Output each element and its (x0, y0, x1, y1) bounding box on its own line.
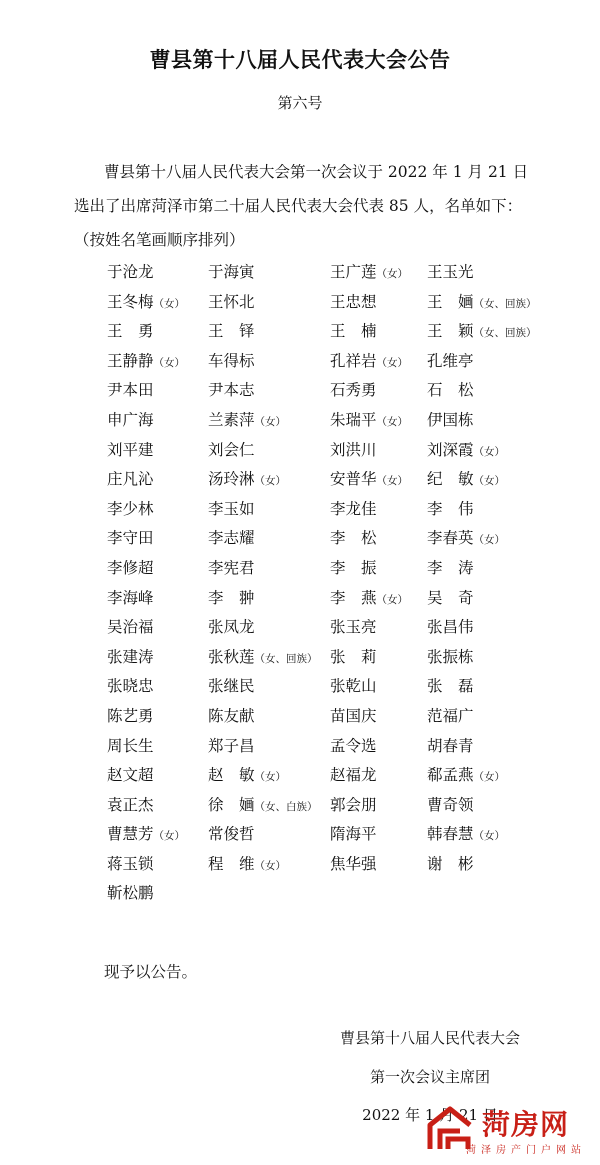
delegate-note: （女、回族） (473, 327, 537, 340)
delegate-name-text: 李 翀 (208, 588, 255, 607)
delegate-name-text: 蒋玉锁 (107, 854, 154, 873)
delegate-name (208, 734, 255, 756)
delegate-name-text: 汤玲淋 (208, 470, 255, 489)
delegate-name (107, 497, 154, 519)
delegate-name (427, 438, 505, 460)
delegate-note: （女） (376, 356, 409, 369)
delegate-name-text: 刘会仁 (208, 440, 255, 459)
delegate-name (330, 822, 377, 844)
delegate-name-text: 郗孟燕 (427, 766, 474, 785)
delegate-name-text: 李春英 (427, 529, 474, 548)
delegate-name-text: 王玉光 (427, 263, 474, 281)
name-row (100, 822, 580, 852)
delegate-name (330, 852, 377, 874)
delegate-name-text: 李海峰 (107, 588, 154, 607)
delegate-name (330, 793, 377, 815)
delegate-name-text: 陈友献 (208, 706, 255, 725)
closing-text: 现予以公告。 (104, 963, 198, 981)
delegate-name-text: 李 燕 (330, 588, 377, 607)
delegate-name (427, 852, 474, 874)
delegate-name (107, 556, 154, 578)
delegate-name (427, 822, 505, 844)
name-row (100, 467, 580, 497)
delegate-name (330, 319, 377, 341)
delegate-name-text: 庄凡沁 (107, 470, 154, 489)
delegate-name-text: 谢 彬 (427, 854, 474, 873)
delegate-note: （女） (473, 445, 506, 458)
delegate-name-text: 李玉如 (208, 499, 255, 518)
delegate-name (330, 260, 408, 282)
delegate-name (330, 467, 408, 489)
delegate-name (208, 586, 255, 608)
delegate-name (427, 319, 537, 341)
delegate-name-text: 石秀勇 (330, 381, 377, 400)
delegate-name-list (100, 260, 580, 911)
delegate-note: （女） (473, 830, 506, 843)
name-row (100, 793, 580, 823)
delegate-name (330, 704, 377, 726)
name-row (100, 438, 580, 468)
site-watermark (424, 1103, 592, 1159)
delegate-name (427, 615, 474, 637)
delegate-name (107, 586, 154, 608)
delegate-note: （女） (376, 415, 409, 428)
delegate-note: （女、回族） (473, 297, 537, 310)
delegate-note: （女） (473, 534, 506, 547)
delegate-name-text: 郭会朋 (330, 795, 377, 814)
intro-line-2: 选出了出席菏泽市第二十届人民代表大会代表 85 人，名单如下： (74, 197, 523, 215)
delegate-name (208, 645, 318, 667)
delegate-name (208, 349, 255, 371)
delegate-name-text: 于沧龙 (107, 263, 154, 281)
delegate-name-text: 刘洪川 (330, 440, 377, 459)
delegate-name (427, 645, 474, 667)
delegate-note: （女） (473, 771, 506, 784)
delegate-note: （女） (153, 356, 186, 369)
delegate-name-text: 焦华强 (330, 854, 377, 873)
delegate-name (427, 526, 505, 548)
delegate-name-text: 王广莲 (330, 263, 377, 281)
delegate-name-text: 安普华 (330, 470, 377, 489)
delegate-name-text: 李 涛 (427, 558, 474, 577)
delegate-name (107, 378, 154, 400)
delegate-name (208, 438, 255, 460)
delegate-name-text: 孟令选 (330, 736, 377, 755)
delegate-name (107, 290, 185, 312)
delegate-name (427, 290, 537, 312)
delegate-name-text: 赵福龙 (330, 766, 377, 785)
delegate-name (427, 734, 474, 756)
delegate-name-text: 刘深霞 (427, 440, 474, 459)
delegate-name (330, 438, 377, 460)
delegate-name-text: 朱瑞平 (330, 410, 377, 429)
delegate-name (208, 290, 255, 312)
delegate-name-text: 张玉亮 (330, 618, 377, 637)
delegate-name (208, 497, 255, 519)
delegate-name-text: 李 振 (330, 558, 377, 577)
delegate-name (208, 704, 255, 726)
notice-title: 曹县第十八届人民代表大会公告 (149, 48, 451, 72)
name-row (100, 556, 580, 586)
delegate-name-text: 于海寅 (208, 263, 255, 281)
delegate-note: （女） (376, 475, 409, 488)
delegate-name (427, 704, 474, 726)
delegate-name (208, 674, 255, 696)
delegate-name-text: 张乾山 (330, 677, 377, 696)
delegate-name-text: 韩春慧 (427, 825, 474, 844)
delegate-name (427, 497, 474, 519)
delegate-name (107, 349, 185, 371)
delegate-name-text: 王 铎 (208, 322, 255, 341)
name-row (100, 615, 580, 645)
delegate-name (330, 556, 377, 578)
delegate-name-text: 孔祥岩 (330, 351, 377, 370)
delegate-name (330, 349, 408, 371)
delegate-name-text: 曹慧芳 (107, 825, 154, 844)
delegate-name (208, 408, 286, 430)
delegate-name-text: 郑子昌 (208, 736, 255, 755)
name-row (100, 881, 580, 911)
delegate-name-text: 范福广 (427, 706, 474, 725)
delegate-name-text: 尹本田 (107, 381, 154, 400)
signature-date: 2022 年 1 月 21 日 (362, 1106, 498, 1124)
delegate-note: （女） (254, 475, 287, 488)
delegate-name (107, 674, 154, 696)
name-row (100, 704, 580, 734)
delegate-name (330, 734, 377, 756)
delegate-name-text: 王 楠 (330, 322, 377, 341)
delegate-name-text: 张继民 (208, 677, 255, 696)
delegate-name-text: 张晓忠 (107, 677, 154, 696)
delegate-name (208, 763, 286, 785)
delegate-name-text: 王忠想 (330, 292, 377, 311)
name-row (100, 260, 580, 290)
name-row (100, 586, 580, 616)
delegate-name-text: 张 磊 (427, 677, 474, 696)
delegate-name (208, 378, 255, 400)
name-row (100, 319, 580, 349)
delegate-name-text: 隋海平 (330, 825, 377, 844)
delegate-name-text: 周长生 (107, 736, 154, 755)
delegate-name-text: 苗国庆 (330, 706, 377, 725)
delegate-name (427, 793, 474, 815)
delegate-name-text: 王 颖 (427, 322, 474, 341)
delegate-name-text: 程 维 (208, 854, 255, 873)
delegate-name (330, 378, 377, 400)
delegate-name (107, 704, 154, 726)
delegate-name (107, 615, 154, 637)
delegate-name (427, 260, 474, 282)
name-row (100, 408, 580, 438)
delegate-note: （女） (153, 297, 186, 310)
name-row (100, 349, 580, 379)
delegate-name (330, 497, 377, 519)
delegate-name-text: 张凤龙 (208, 618, 255, 637)
delegate-name-text: 曹奇领 (427, 795, 474, 814)
delegate-name (107, 793, 154, 815)
delegate-note: （女） (376, 593, 409, 606)
delegate-name (208, 556, 255, 578)
name-row (100, 763, 580, 793)
signature-presidium: 第一次会议主席团 (369, 1068, 490, 1086)
name-row (100, 645, 580, 675)
delegate-name (208, 852, 286, 874)
delegate-name-text: 尹本志 (208, 381, 255, 400)
delegate-name (427, 586, 474, 608)
delegate-name (330, 526, 377, 548)
delegate-name-text: 王 婳 (427, 292, 474, 311)
delegate-name (107, 763, 154, 785)
order-note: （按姓名笔画顺序排列） (74, 231, 245, 249)
delegate-name (208, 260, 255, 282)
delegate-name (208, 467, 286, 489)
delegate-name (107, 526, 154, 548)
delegate-name-text: 李志耀 (208, 529, 255, 548)
delegate-name (208, 793, 318, 815)
name-row (100, 674, 580, 704)
delegate-name-text: 王冬梅 (107, 292, 154, 311)
delegate-name-text: 李宪君 (208, 558, 255, 577)
intro-line-1: 曹县第十八届人民代表大会第一次会议于 2022 年 1 月 21 日 (104, 163, 529, 181)
delegate-name-text: 袁正杰 (107, 795, 154, 814)
delegate-name (330, 763, 377, 785)
delegate-note: （女） (254, 771, 287, 784)
delegate-name-text: 李修超 (107, 558, 154, 577)
delegate-name (427, 467, 505, 489)
signature-org: 曹县第十八届人民代表大会 (339, 1029, 520, 1047)
delegate-name (107, 319, 154, 341)
delegate-note: （女） (254, 415, 287, 428)
notice-number: 第六号 (277, 94, 323, 112)
delegate-name (330, 615, 377, 637)
delegate-name-text: 兰素萍 (208, 410, 255, 429)
delegate-name (107, 822, 185, 844)
delegate-name (427, 349, 474, 371)
delegate-name (427, 763, 505, 785)
delegate-name (427, 408, 474, 430)
delegate-name (208, 526, 255, 548)
delegate-name-text: 王怀北 (208, 292, 255, 311)
delegate-name (427, 378, 474, 400)
delegate-name-text: 张 莉 (330, 647, 377, 666)
delegate-name (330, 674, 377, 696)
delegate-name-text: 王静静 (107, 351, 154, 370)
delegate-name (208, 615, 255, 637)
delegate-name-text: 靳松鹏 (107, 884, 154, 903)
delegate-name-text: 孔维亭 (427, 351, 474, 370)
watermark-name: 菏房网 (482, 1108, 570, 1141)
delegate-name-text: 伊国栋 (427, 410, 474, 429)
delegate-name-text: 王 勇 (107, 322, 154, 341)
name-row (100, 497, 580, 527)
delegate-name-text: 徐 婳 (208, 795, 255, 814)
delegate-name (107, 260, 154, 282)
delegate-name (427, 556, 474, 578)
delegate-name-text: 李龙佳 (330, 499, 377, 518)
delegate-name-text: 常俊哲 (208, 825, 255, 844)
delegate-name-text: 胡春青 (427, 736, 474, 755)
delegate-name-text: 张昌伟 (427, 618, 474, 637)
name-row (100, 526, 580, 556)
delegate-name-text: 张建涛 (107, 647, 154, 666)
delegate-name (107, 467, 154, 489)
delegate-name (107, 645, 154, 667)
delegate-note: （女、回族） (254, 652, 318, 665)
delegate-name (107, 852, 154, 874)
delegate-note: （女） (473, 475, 506, 488)
delegate-name-text: 吴 奇 (427, 588, 474, 607)
delegate-name (107, 408, 154, 430)
delegate-name (107, 438, 154, 460)
delegate-name-text: 张秋莲 (208, 647, 255, 666)
delegate-name (330, 645, 377, 667)
watermark-subtitle: 菏泽房产门户网站 (466, 1145, 586, 1156)
delegate-name-text: 李守田 (107, 529, 154, 548)
delegate-name-text: 李 伟 (427, 499, 474, 518)
name-row (100, 852, 580, 882)
delegate-name-text: 李少林 (107, 499, 154, 518)
intro-paragraph (74, 155, 554, 257)
delegate-name-text: 申广海 (107, 410, 154, 429)
delegate-name (208, 822, 255, 844)
delegate-name (330, 408, 408, 430)
delegate-name-text: 陈艺勇 (107, 706, 154, 725)
delegate-name-text: 纪 敏 (427, 470, 474, 489)
delegate-name-text: 刘平建 (107, 440, 154, 459)
delegate-name-text: 赵 敏 (208, 766, 255, 785)
name-row (100, 378, 580, 408)
delegate-name (330, 290, 377, 312)
delegate-name-text: 吴治福 (107, 618, 154, 637)
delegate-note: （女） (376, 268, 409, 280)
delegate-name-text: 张振栋 (427, 647, 474, 666)
delegate-name (330, 586, 408, 608)
delegate-name-text: 车得标 (208, 351, 255, 370)
delegate-name-text: 李 松 (330, 529, 377, 548)
delegate-name-text: 赵文超 (107, 766, 154, 785)
name-row (100, 290, 580, 320)
delegate-note: （女） (153, 830, 186, 843)
delegate-name (107, 881, 154, 903)
delegate-name (107, 734, 154, 756)
name-row (100, 734, 580, 764)
delegate-note: （女） (254, 859, 287, 872)
delegate-name-text: 石 松 (427, 381, 474, 400)
delegate-note: （女、白族） (254, 800, 318, 813)
delegate-name (427, 674, 474, 696)
delegate-name (208, 319, 255, 341)
